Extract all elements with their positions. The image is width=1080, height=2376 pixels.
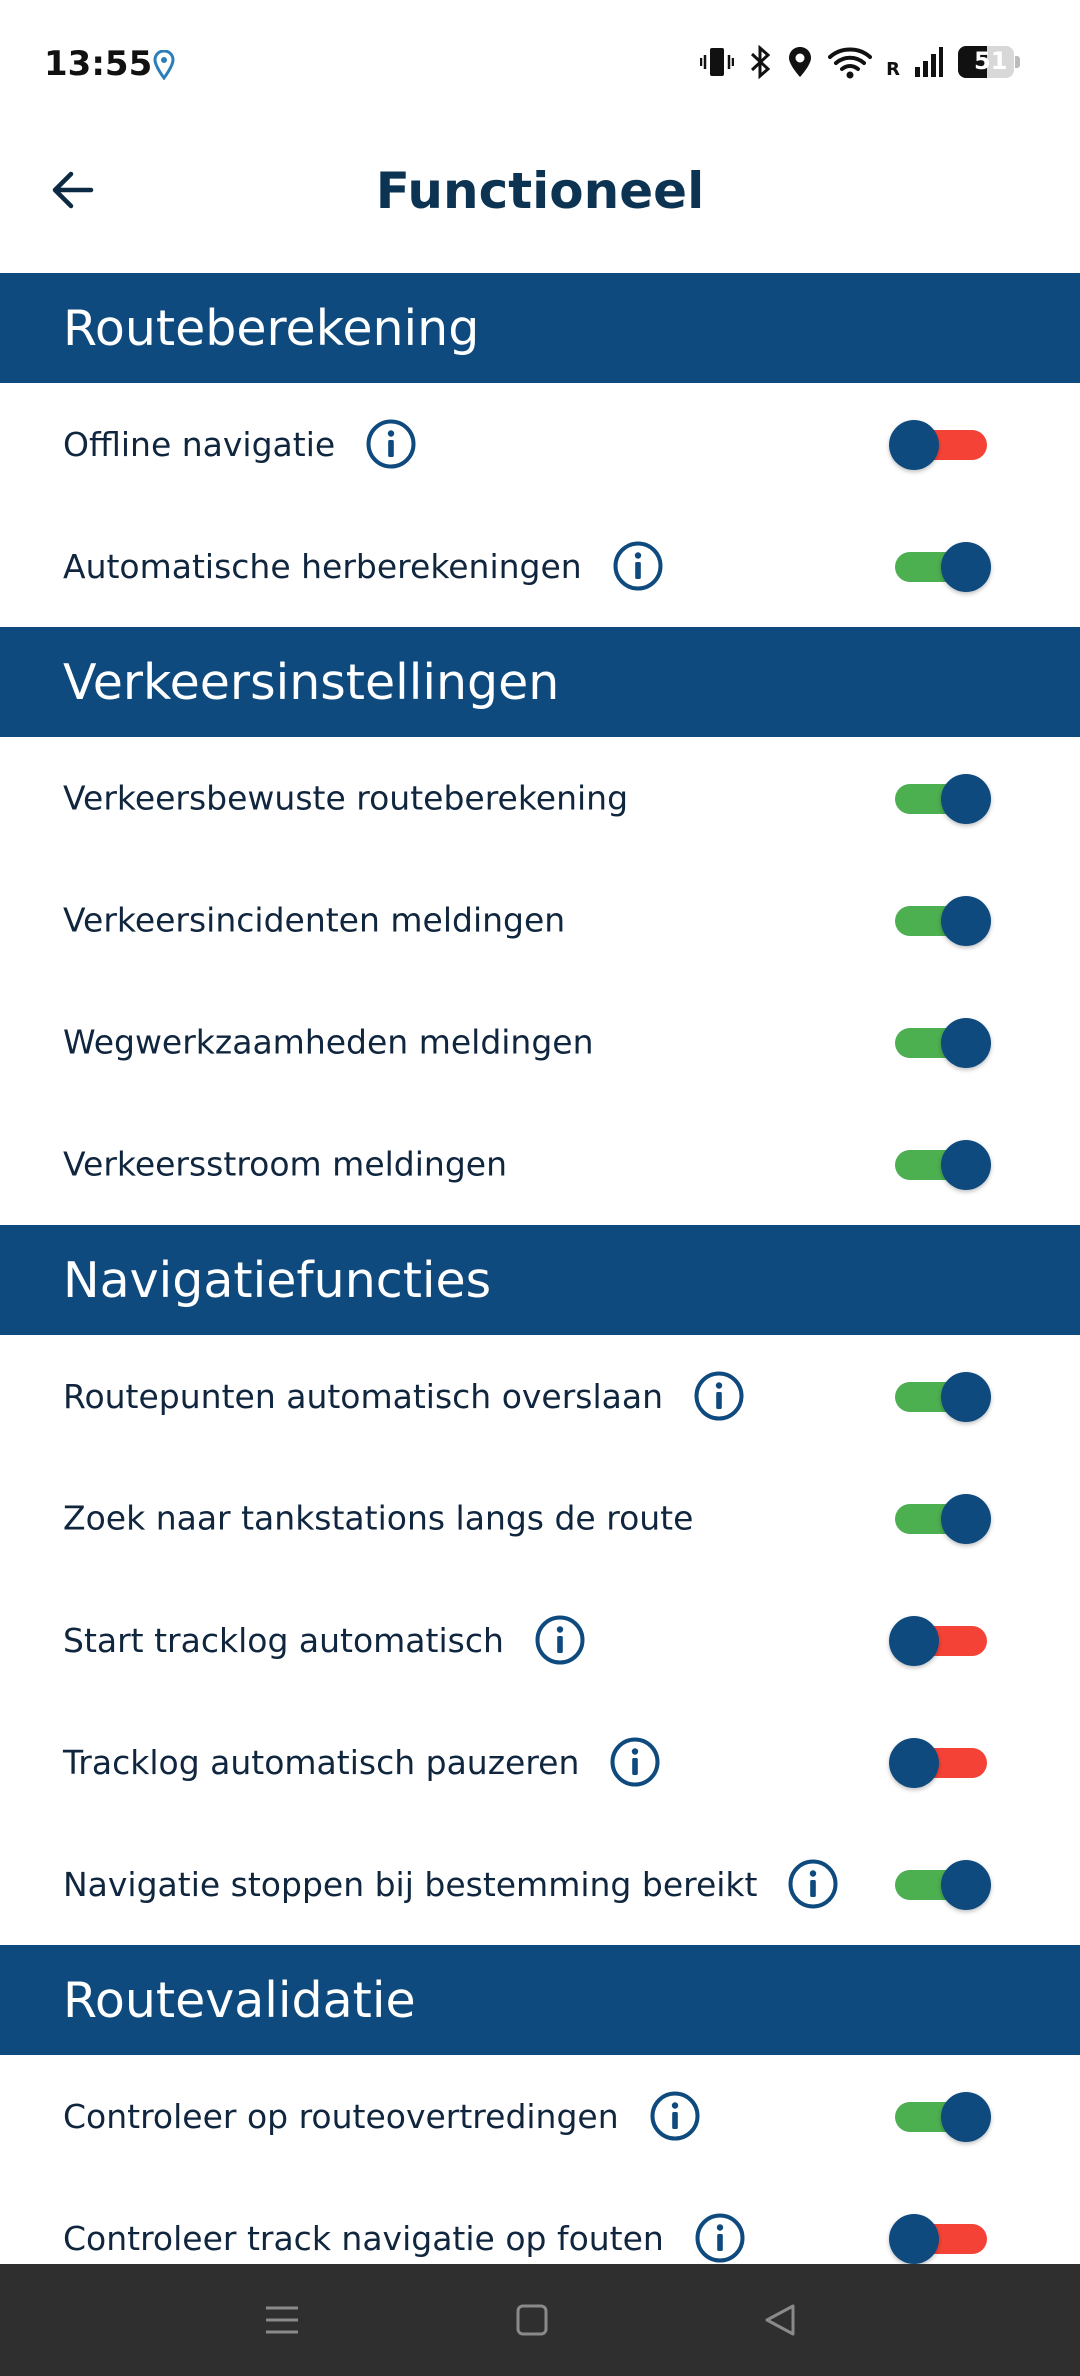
- section-header: Navigatiefuncties: [0, 1225, 1080, 1335]
- toggle-knob: [941, 2092, 991, 2142]
- setting-toggle[interactable]: [891, 1136, 991, 1192]
- network-label: R: [886, 58, 900, 80]
- toggle-knob: [941, 1372, 991, 1422]
- setting-toggle[interactable]: [891, 770, 991, 826]
- setting-row: [0, 505, 1080, 627]
- setting-label: Verkeersstroom meldingen: [63, 1144, 507, 1184]
- setting-row: [0, 981, 1080, 1103]
- setting-toggle[interactable]: [891, 892, 991, 948]
- info-icon[interactable]: [612, 540, 664, 592]
- setting-label-wrap: [63, 1370, 745, 1422]
- setting-label-wrap: [63, 1614, 586, 1666]
- setting-toggle[interactable]: [891, 1490, 991, 1546]
- status-bar: [0, 0, 1080, 130]
- battery-level: 51: [974, 47, 1008, 75]
- section-header: Verkeersinstellingen: [0, 627, 1080, 737]
- toggle-knob: [889, 420, 939, 470]
- info-icon[interactable]: [609, 1736, 661, 1788]
- status-time: 13:55: [44, 44, 153, 84]
- status-icons: [700, 42, 1020, 82]
- toggle-knob: [889, 2214, 939, 2264]
- setting-label: Verkeersincidenten meldingen: [63, 900, 566, 940]
- page-title: Functioneel: [375, 162, 705, 220]
- info-icon[interactable]: [787, 1858, 839, 1910]
- setting-label: Automatische herberekeningen: [63, 546, 582, 586]
- battery-icon: [958, 46, 1020, 78]
- setting-label: Offline navigatie: [63, 424, 336, 464]
- setting-row: [0, 1579, 1080, 1701]
- setting-label: Routepunten automatisch overslaan: [63, 1376, 664, 1416]
- toggle-knob: [941, 1494, 991, 1544]
- setting-toggle[interactable]: [891, 1856, 991, 1912]
- info-icon[interactable]: [693, 1370, 745, 1422]
- toggle-knob: [941, 1018, 991, 1068]
- setting-row: [0, 1457, 1080, 1579]
- info-icon[interactable]: [694, 2212, 746, 2264]
- toggle-knob: [889, 1616, 939, 1666]
- setting-toggle[interactable]: [891, 1612, 991, 1668]
- setting-row: [0, 1335, 1080, 1457]
- toggle-knob: [889, 1738, 939, 1788]
- setting-row: [0, 2055, 1080, 2177]
- system-back-button[interactable]: [752, 2292, 808, 2348]
- setting-label-wrap: [63, 1499, 693, 1538]
- setting-label: Zoek naar tankstations langs de route: [63, 1498, 694, 1538]
- toggle-knob: [941, 896, 991, 946]
- info-icon[interactable]: [365, 418, 417, 470]
- setting-row: [0, 1701, 1080, 1823]
- setting-toggle[interactable]: [891, 416, 991, 472]
- bluetooth-icon: [748, 45, 772, 79]
- setting-label-wrap: [63, 2212, 746, 2264]
- toggle-knob: [941, 1860, 991, 1910]
- vibrate-icon: [700, 45, 734, 79]
- setting-label: Start tracklog automatisch: [63, 1620, 504, 1660]
- toggle-knob: [941, 542, 991, 592]
- setting-toggle[interactable]: [891, 538, 991, 594]
- setting-label: Verkeersbewuste routeberekening: [63, 778, 629, 818]
- setting-label-wrap: [63, 1145, 507, 1184]
- setting-toggle[interactable]: [891, 1014, 991, 1070]
- setting-label-wrap: [63, 901, 565, 940]
- setting-row: [0, 383, 1080, 505]
- setting-row: [0, 1823, 1080, 1945]
- setting-label-wrap: [63, 1736, 661, 1788]
- setting-toggle[interactable]: [891, 2088, 991, 2144]
- wifi-icon: [828, 45, 872, 79]
- setting-row: [0, 859, 1080, 981]
- back-triangle-icon: [762, 2302, 798, 2338]
- setting-label: Controleer track navigatie op fouten: [63, 2218, 664, 2258]
- setting-label-wrap: [63, 779, 628, 818]
- setting-label: Tracklog automatisch pauzeren: [63, 1742, 580, 1782]
- home-icon: [515, 2303, 549, 2337]
- setting-label-wrap: [63, 540, 664, 592]
- setting-label-wrap: [63, 1858, 839, 1910]
- location-pin-icon: [152, 50, 176, 80]
- setting-toggle[interactable]: [891, 1368, 991, 1424]
- setting-label-wrap: [63, 2090, 701, 2142]
- info-icon[interactable]: [534, 1614, 586, 1666]
- setting-label: Controleer op routeovertredingen: [63, 2096, 619, 2136]
- home-button[interactable]: [504, 2292, 560, 2348]
- setting-label: Wegwerkzaamheden meldingen: [63, 1022, 594, 1062]
- setting-row: [0, 1103, 1080, 1225]
- setting-label-wrap: [63, 1023, 594, 1062]
- location-icon: [786, 45, 814, 79]
- app-bar: [0, 130, 1080, 273]
- toggle-knob: [941, 774, 991, 824]
- section-header: Routevalidatie: [0, 1945, 1080, 2055]
- setting-label: Navigatie stoppen bij bestemming bereikt: [63, 1864, 758, 1904]
- system-nav-bar: [0, 2264, 1080, 2376]
- section-header: Routeberekening: [0, 273, 1080, 383]
- menu-icon: [264, 2303, 300, 2337]
- setting-label-wrap: [63, 418, 417, 470]
- toggle-knob: [941, 1140, 991, 1190]
- setting-toggle[interactable]: [891, 1734, 991, 1790]
- signal-icon: [914, 45, 944, 79]
- info-icon[interactable]: [649, 2090, 701, 2142]
- setting-toggle[interactable]: [891, 2210, 991, 2266]
- recents-button[interactable]: [254, 2292, 310, 2348]
- setting-row: [0, 737, 1080, 859]
